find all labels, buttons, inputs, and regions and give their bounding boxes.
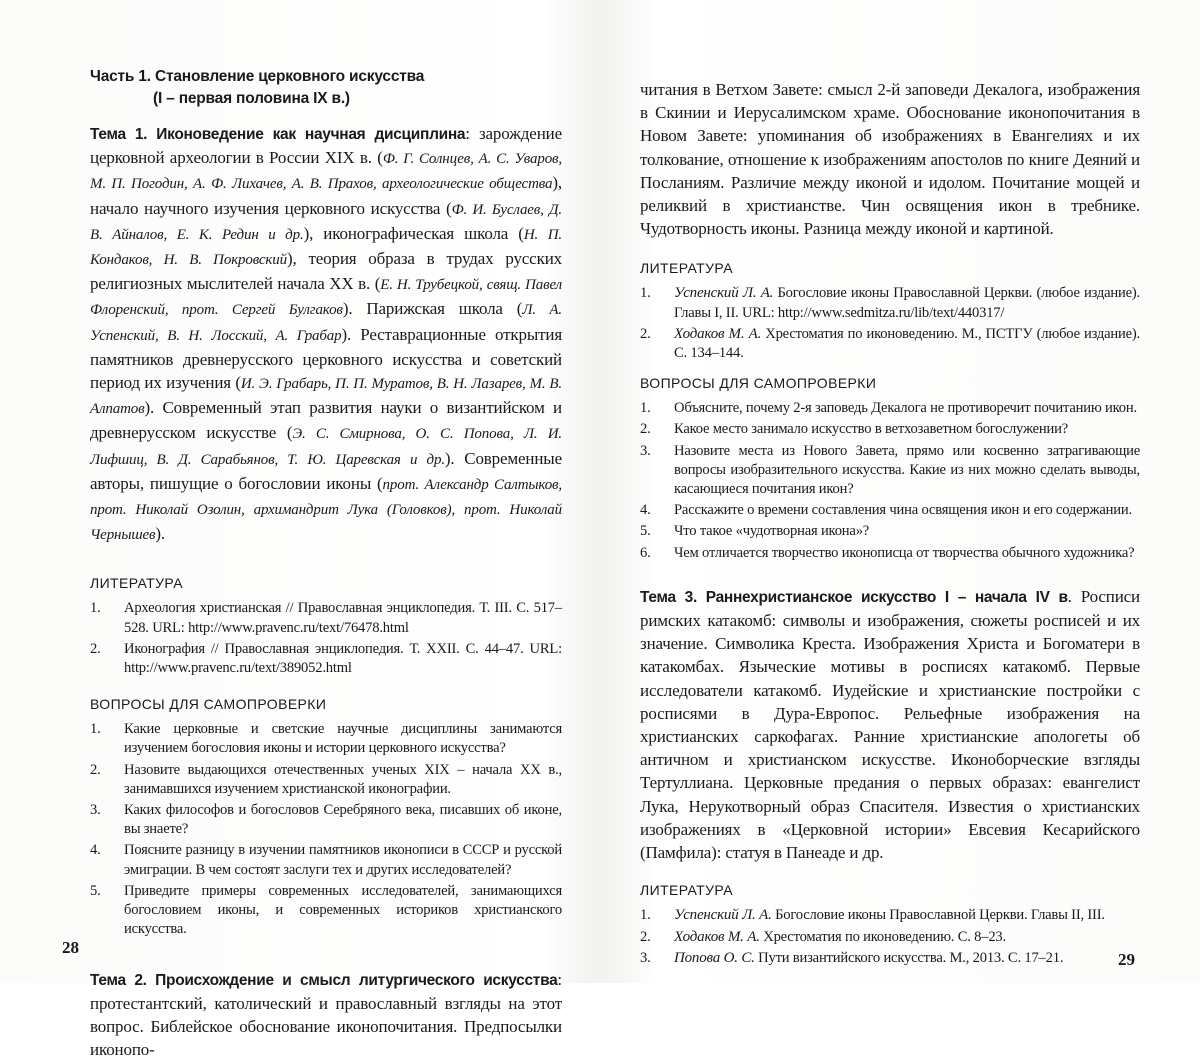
- names-run: Э. С. Смирнова, О. С. Попова, Л. И. Лифшиц, В. Д. Сарабьянов, Т. Ю. Царевская и др.: [90, 426, 562, 467]
- item-author: Попова О. С.: [674, 950, 755, 966]
- text-run: ), теория образа в трудах русских религиозных мыслителей начала XX в. (: [90, 249, 562, 293]
- literature-heading-2: ЛИТЕРАТУРА: [640, 882, 1140, 898]
- literature-list: [640, 284, 1140, 363]
- item-number: 2.: [640, 325, 660, 344]
- questions-heading: ВОПРОСЫ ДЛЯ САМОПРОВЕРКИ: [640, 375, 1140, 391]
- list-item: [90, 720, 562, 758]
- literature-list-2: [640, 906, 1140, 968]
- item-number: 3.: [640, 949, 660, 968]
- list-item: [640, 501, 1140, 520]
- item-number: 5.: [90, 882, 110, 901]
- left-page: [0, 0, 600, 983]
- list-item: [90, 640, 562, 678]
- list-item: [640, 284, 1140, 322]
- text-run: . Росписи римских катакомб: символы и изображения, сюжеты росписей и их значение. Символика Креста. Изображения Христа и Богоматери в катакомбах. Языческие мотивы в росписях катакомб. Первые исследователи катакомб. Иудейские и христианские постройки с росписями в Дура-Европос. Рельефные изображения на христианских саркофагах. Ранние христианские апологеты об античном и христианском искусстве. Иконоборческие взгляды Тертуллиана. Церковные предания о первых образах: евангелист Лука, Нерукотворный образ Спасителя. Известия о христианских изображениях в «Церковной истории» Евсевия Кесарийского (Памфила): статуя в Панеаде и др.: [640, 587, 1140, 862]
- text-run: ). Реставрационные открытия памятников древнерусского церковного искусства и советский период их изучения (: [90, 325, 562, 392]
- list-item: [640, 906, 1140, 925]
- item-number: 2.: [640, 420, 660, 439]
- list-item: [90, 882, 562, 940]
- item-number: 1.: [90, 599, 110, 618]
- list-item: [640, 522, 1140, 541]
- text-run: ), иконографическая школа (: [304, 224, 524, 243]
- item-text: Объясните, почему 2-я заповедь Декалога не противоречит почитанию икон.: [674, 400, 1137, 416]
- item-number: 3.: [640, 442, 660, 461]
- text-run: ). Современный этап развития науки о византийском и древнерусском искусстве (: [90, 398, 562, 442]
- literature-heading: ЛИТЕРАТУРА: [640, 260, 1140, 276]
- text-run: ). Парижская школа (: [343, 299, 523, 318]
- item-number: 2.: [90, 761, 110, 780]
- item-number: 2.: [640, 928, 660, 947]
- item-number: 5.: [640, 522, 660, 541]
- text-run: ). Современные авторы, пишущие о богословии иконы (: [90, 449, 562, 493]
- list-item: [90, 599, 562, 637]
- right-column: [640, 78, 1140, 970]
- topic2-paragraph: [90, 968, 562, 1061]
- list-item: [640, 544, 1140, 563]
- item-number: 4.: [90, 841, 110, 860]
- list-item: [640, 949, 1140, 968]
- item-author: Успенский Л. А.: [674, 907, 772, 923]
- questions-list: [90, 720, 562, 939]
- topic1-title: Тема 1. Иконоведение как научная дисциплина: [90, 126, 465, 143]
- part-title: Часть 1. Становление церковного искусства: [90, 66, 562, 88]
- topic3-title: Тема 3. Раннехристианское искусство I – начала IV в: [640, 589, 1068, 606]
- names-run: Е. Н. Трубецкой, свящ. Павел Флоренский, прот. Сергей Булгаков: [90, 277, 562, 318]
- item-number: 6.: [640, 544, 660, 563]
- list-item: [640, 928, 1140, 947]
- topic2-continuation: читания в Ветхом Завете: смысл 2-й заповеди Декалога, изображения в Скинии и Иерусалимском храме. Обоснование иконопочитания в Новом Завете: упоминания об изображениях в Евангелиях и их толкование, отношение к изображениям апостолов по книге Деяний и Посланиям. Различие между иконой и идолом. Почитание мощей и реликвий в христианстве. Чин освящения икон в требнике. Чудотворность иконы. Разница между иконой и картиной.: [640, 78, 1140, 240]
- item-text: Приведите примеры современных исследователей, занимающихся богословием иконы, и современных историков христианского искусства.: [124, 883, 562, 937]
- list-item: [640, 420, 1140, 439]
- item-text: Богословие иконы Православной Церкви. Главы II, III.: [772, 907, 1105, 923]
- topic1-paragraph: [90, 122, 562, 547]
- item-text: Назовите выдающихся отечественных ученых XIX – начала XX в., занимавшихся изучением христианской иконографии.: [124, 762, 562, 797]
- names-run: Ф. Г. Солнцев, А. С. Уваров, М. П. Погодин, А. Ф. Лихачев, А. В. Прахов, археологические общества: [90, 151, 562, 192]
- list-item: [640, 442, 1140, 500]
- list-item: [90, 801, 562, 839]
- item-author: Ходаков М. А.: [674, 929, 760, 945]
- item-number: 1.: [90, 720, 110, 739]
- text-run: ).: [155, 524, 165, 543]
- item-text: Археология христианская // Православная энциклопедия. Т. III. С. 517–528. URL: http://www.pravenc.ru/text/76478.html: [124, 600, 562, 635]
- part-subtitle: (I – первая половина IX в.): [90, 88, 562, 110]
- item-text: Расскажите о времени составления чина освящения икон и его содержании.: [674, 502, 1132, 518]
- item-author: Успенский Л. А.: [674, 285, 773, 301]
- item-number: 2.: [90, 640, 110, 659]
- item-text: Какое место занимало искусство в ветхозаветном богослужении?: [674, 421, 1068, 437]
- list-item: [640, 325, 1140, 363]
- literature-list: [90, 599, 562, 678]
- text-run: : зарождение церковной археологии в России XIX в. (: [90, 124, 562, 167]
- item-text: Какие церковные и светские научные дисциплины занимаются изучением богословия иконы и истории церковного искусства?: [124, 721, 562, 756]
- item-number: 1.: [640, 284, 660, 303]
- topic3-paragraph: [640, 585, 1140, 864]
- item-number: 1.: [640, 399, 660, 418]
- text-run: : протестантский, католический и православный взгляды на этот вопрос. Библейское обоснование иконопочитания. Предпосылки иконопо-: [90, 970, 562, 1060]
- questions-list: [640, 399, 1140, 563]
- item-text: Назовите места из Нового Завета, прямо или косвенно затрагивающие вопросы изобразительного искусства. Какие из них можно сделать выводы, касающиеся почитания икон?: [674, 443, 1140, 497]
- left-column: [90, 66, 562, 1061]
- item-text: Богословие иконы Православной Церкви. (любое издание). Главы I, II. URL: http://www.sedmitza.ru/lib/text/440317/: [674, 285, 1140, 320]
- names-run: Л. А. Успенский, В. Н. Лосский, А. Грабар: [90, 302, 562, 343]
- topic2-title: Тема 2. Происхождение и смысл литургического искусства: [90, 972, 557, 989]
- page-number: 28: [62, 938, 79, 958]
- list-item: [90, 841, 562, 879]
- item-text: Чем отличается творчество иконописца от творчества обычного художника?: [674, 545, 1134, 561]
- page-number: 29: [1118, 950, 1135, 970]
- questions-heading: ВОПРОСЫ ДЛЯ САМОПРОВЕРКИ: [90, 696, 562, 712]
- names-run: прот. Александр Салтыков, прот. Николай Озолин, архимандрит Лука (Головков), прот. Николай Чернышев: [90, 477, 562, 543]
- item-text: Что такое «чудотворная икона»?: [674, 523, 869, 539]
- text-run: ), начало научного изучения церковного искусства (: [90, 173, 562, 217]
- item-author: Ходаков М. А.: [674, 326, 761, 342]
- literature-heading: ЛИТЕРАТУРА: [90, 575, 562, 591]
- names-run: Ф. И. Буслаев, Д. В. Айналов, Е. К. Редин и др.: [90, 202, 562, 243]
- item-text: Каких философов и богословов Серебряного века, писавших об иконе, вы знаете?: [124, 802, 562, 837]
- item-text: Пути византийского искусства. М., 2013. С. 17–21.: [755, 950, 1064, 966]
- list-item: [640, 399, 1140, 418]
- item-text: Иконография // Православная энциклопедия. Т. XXII. С. 44–47. URL: http://www.pravenc.ru/text/389052.html: [124, 641, 562, 676]
- names-run: И. Э. Грабарь, П. П. Муратов, В. Н. Лазарев, М. В. Алпатов: [90, 376, 562, 417]
- names-run: Н. П. Кондаков, Н. В. Покровский: [90, 227, 562, 268]
- item-number: 3.: [90, 801, 110, 820]
- item-text: Поясните разницу в изучении памятников иконописи в СССР и русской эмиграции. В чем состоят заслуги тех и других исследователей?: [124, 842, 562, 877]
- item-number: 4.: [640, 501, 660, 520]
- item-number: 1.: [640, 906, 660, 925]
- right-page: [600, 0, 1200, 983]
- list-item: [90, 761, 562, 799]
- item-text: Хрестоматия по иконоведению. М., ПСТГУ (любое издание). С. 134–144.: [674, 326, 1140, 361]
- item-text: Хрестоматия по иконоведению. С. 8–23.: [760, 929, 1006, 945]
